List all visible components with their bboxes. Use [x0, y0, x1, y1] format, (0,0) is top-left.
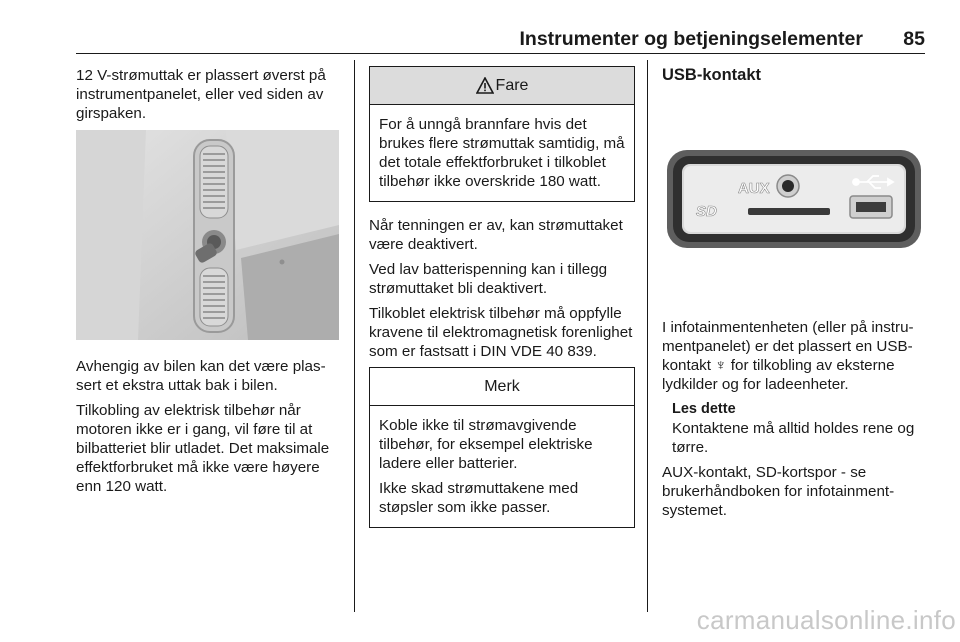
les-dette-note	[672, 400, 928, 457]
note-box	[369, 367, 635, 528]
usb-panel-photo	[662, 96, 925, 308]
note-text-1: Koble ikke til strømavgivende tilbehør, for eksempel elektriske ladere eller batterier.	[379, 417, 593, 472]
paragraph-aux-sd: AUX-kontakt, SD-kortspor - se brukerhåndboken for infotainmentsystemet.	[662, 464, 895, 519]
danger-text: For å unngå brannfare hvis det brukes flere strømuttak samtidig, må det totale effektforbruket i tilkoblet tilbehør ikke overskride 180 watt.	[379, 116, 625, 190]
note-text-2: Ikke skad strømuttakene med støpsler som ikke passer.	[379, 480, 579, 516]
paragraph-ignition-off: Når tenningen er av, kan strømuttaket være deaktivert.	[369, 217, 623, 253]
warning-triangle-icon	[476, 77, 494, 94]
danger-box	[369, 66, 635, 202]
column-divider-2	[647, 60, 648, 612]
column-divider-1	[354, 60, 355, 612]
les-dette-text: Kontaktene må alltid holdes rene og tørre.	[672, 420, 915, 456]
paragraph-usb-location: I infotainmentenheten (eller på instrumentpanelet) er det plassert en USB-kontakt ♆ for tilkobling av eksterne lydkilder og for ladeenheter.	[662, 319, 914, 393]
paragraph-max-power: Tilkobling av elektrisk tilbehør når motoren ikke er i gang, vil føre til at bilbatteriet blir utladet. Det maksimale effektforbruket må ikke være høyere enn 120 watt.	[76, 402, 330, 495]
power-outlet-photo	[76, 130, 339, 340]
note-box-header	[370, 368, 634, 406]
paragraph-low-battery: Ved lav batterispenning kan i tillegg strømuttaket bli deaktivert.	[369, 261, 608, 297]
column-2	[369, 66, 635, 538]
sd-label: SD	[696, 203, 717, 220]
paragraph-extra-outlet: Avhengig av bilen kan det være plassert et ekstra uttak bak i bilen.	[76, 358, 326, 394]
paragraph-outlet-location: 12 V-strømuttak er plassert øverst på instrumentpanelet, eller ved siden av girspaken.	[76, 67, 326, 122]
page-title: Instrumenter og betjeningselementer	[519, 28, 863, 50]
section-title-usb: USB-kontakt	[662, 66, 762, 84]
paragraph-emc: Tilkoblet elektrisk tilbehør må oppfylle kravene til elektromagnetisk forenlighet som er fastsatt i DIN VDE 40 839.	[369, 305, 633, 360]
header-rule	[76, 53, 925, 54]
danger-box-body	[370, 105, 634, 201]
note-box-title: Merk	[484, 378, 520, 395]
page-header	[76, 24, 925, 54]
aux-label: AUX	[738, 180, 770, 197]
danger-box-title: Fare	[495, 77, 529, 94]
watermark: carmanualsonline.info	[696, 605, 956, 635]
les-dette-title: Les dette	[672, 401, 736, 417]
note-box-body	[370, 406, 634, 527]
danger-box-header	[370, 67, 634, 105]
page-number: 85	[903, 28, 925, 50]
